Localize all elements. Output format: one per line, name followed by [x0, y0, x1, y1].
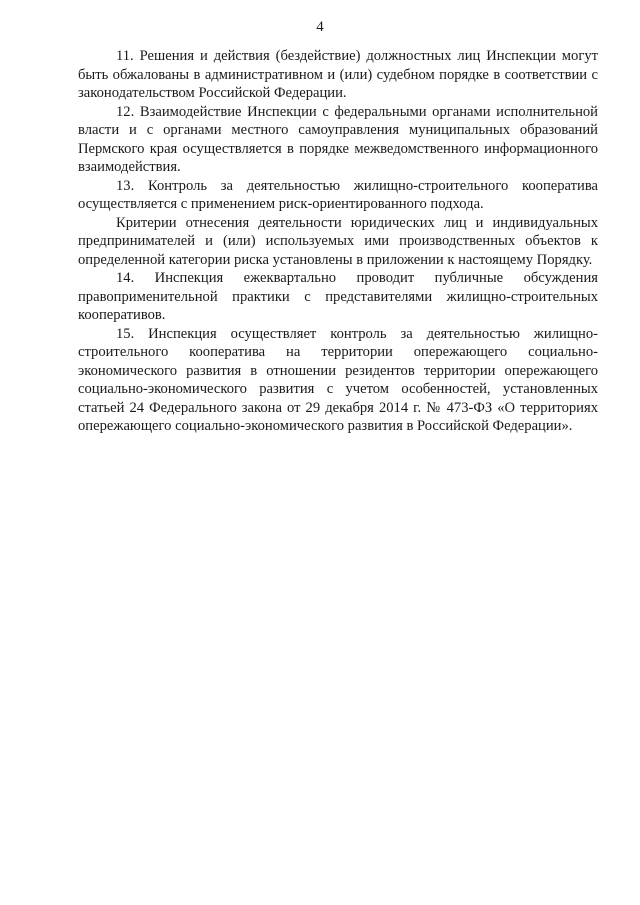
paragraph-11-appeal: 11. Решения и действия (бездействие) должностных лиц Инспекции могут быть обжалованы в административном и (или) судебном порядке в соответствии с законодательством Российской Федерации.: [78, 48, 598, 101]
paragraph-risk-criteria: Критерии отнесения деятельности юридических лиц и индивидуальных предпринимателей и (или) используемых ими производственных объектов к определенной категории риска установлены в приложении к настоящему Порядку.: [78, 214, 598, 268]
document-body: [78, 47, 598, 436]
paragraph-14-public-discussions: 14. Инспекция ежеквартально проводит публичные обсуждения правоприменительной практики с представителями жилищно-строительных кооперативов.: [78, 270, 598, 323]
page-number: 4: [316, 19, 324, 35]
paragraph-15-advanced-development: 15. Инспекция осуществляет контроль за деятельностью жилищно-строительного кооператива на территории опережающего социально-экономического развития в отношении резидентов территории опережающего социально-экономического развития с учетом особенностей, установленных статьей 24 Федерального закона от 29 декабря 2014 г. № 473-ФЗ «О территориях опережающего социально-экономического развития в Российской Федерации».: [78, 325, 598, 434]
paragraph-12-interaction: 12. Взаимодействие Инспекции с федеральными органами исполнительной власти и с органами местного самоуправления муниципальных образований Пермского края осуществляется в порядке межведомственного информационного взаимодействия.: [78, 103, 598, 175]
paragraph-13-risk-control: 13. Контроль за деятельностью жилищно-строительного кооператива осуществляется с применением риск-ориентированного подхода.: [78, 177, 598, 212]
